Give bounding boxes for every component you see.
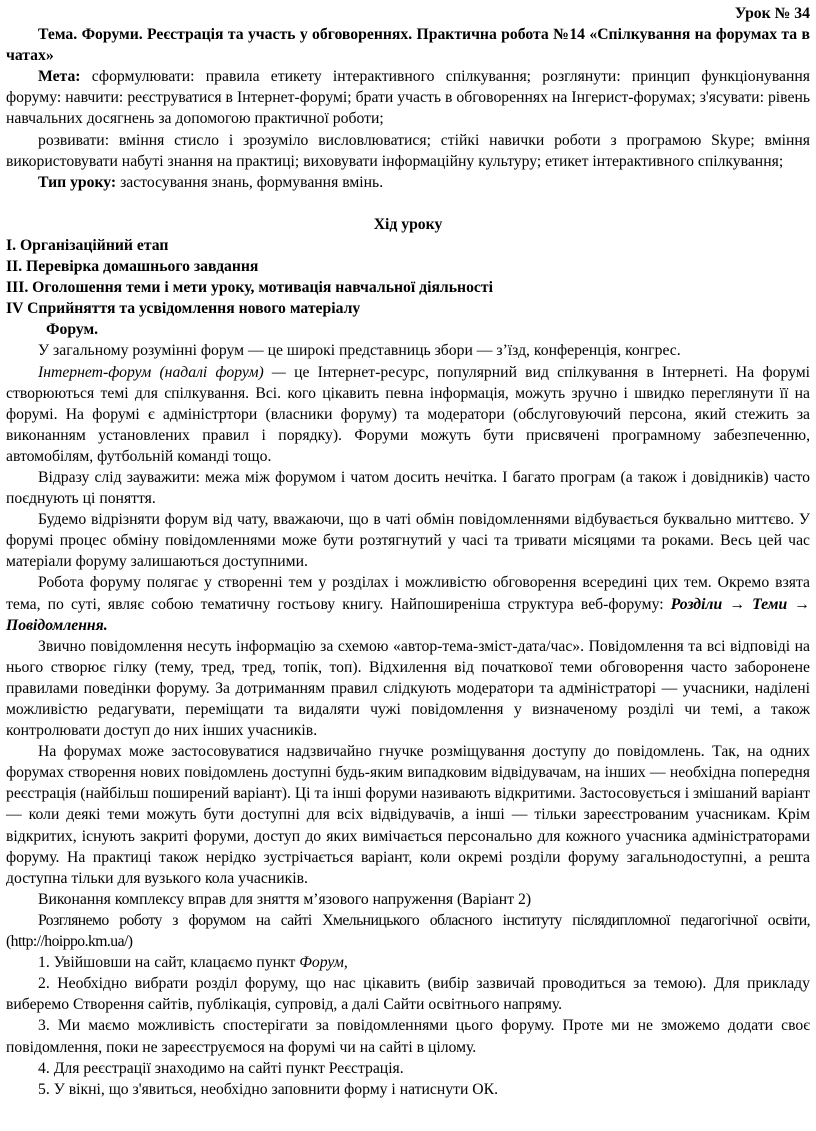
topic-label: Тема. [38, 26, 78, 44]
paragraph-4: Будемо відрізняти форум від чату, вважаючи, що в чаті обмін повідомленнями відбувається буквально миттєво. У форумі процес обміну повідомленнями може бути розтягнутий у часі та тривати місяцями та роками. Весь цей час матеріали форуму залишаються доступними. [6, 511, 810, 571]
paragraph-6: Звично повідомлення несуть інформацію за схемою «автор-тема-зміст-дата/час». Повідомлення та всі відповіді на нього створює гілку (тему, тред, тред, топік, топ). Відхилення від початкової теми обговорення часто заборонене правилами поведінки форуму. За дотриманням правил слідкують модератори та адміністраторі — учасники, наділені можливістю редагувати, переміщати та видаляти чужі повідомлення у визначеному розділі чи темі, а також контролювати доступ до них інших учасників. [6, 637, 810, 740]
goal-text: сформулювати: правила етикету інтерактивного спілкування; розглянути: принцип функціонування форуму: навчити: реєструватися в Інтернет-форумі; брати участь в обговореннях на Інгерист-форумах; з'ясувати: рівень навчальних досягнень за допомогою практичної роботи; [6, 68, 811, 128]
spacer [6, 193, 810, 214]
stage-1: І. Організаційний етап [6, 236, 169, 254]
paragraph-9: Розглянемо роботу з форумом на сайті Хмельницького обласного інституту післядипломної педагогічної освіти, (http://hoippo.km.ua/) [6, 911, 810, 951]
step-3: 3. Ми маємо можливість спостерігати за повідомленнями цього форуму. Проте ми не зможемо додати своє повідомлення, поки не зареєструємося на форумі чи на сайті в цілому. [6, 1017, 810, 1056]
lesson-type-label: Тип уроку: [38, 173, 117, 191]
goal [6, 66, 810, 129]
topic [6, 24, 810, 66]
paragraph-7: На форумах може застосовуватися надзвичайно гнучке розміщування доступу до повідомлень. Так, на одних форумах створення нових повідомлень доступні будь-яким випадковим відвідувачам, на інших — необхідна попередня реєстрація (найбільш поширений варіант). Ці та інші форуми називають відкритими. Застосовується і змішаний варіант — коли деякі теми можуть бути доступні для всіх відвідувачів, а інші — тільки зареєстрованим учасникам. Крім відкритих, існують закриті форуми, доступ до яких вимічається персонально для кожного учасника адміністраторами форуму. На практиці також нерідко зустрічається варіант, коли окремі розділи форуму загальнодоступні, а решта доступна тільки для вузького кола учасників. [6, 743, 810, 887]
topic-text: Форуми. Реєстрація та участь у обговореннях. Практична робота №14 «Спілкування на форумах та в чатах» [6, 26, 810, 65]
paragraph-3: Відразу слід зауважити: межа між форумом і чатом досить нечітка. І багато програм (а також і довідників) часто поєднують ці поняття. [6, 468, 810, 508]
paragraph-5 [6, 572, 810, 635]
lesson-type-text: застосування знань, формування вмінь. [120, 173, 384, 191]
lesson-type [6, 172, 810, 193]
paragraph-5-text: Робота форуму полягає у створенні тем у розділах і можливістю обговорення всередині цих тем. Окремо взята тема, по суті, являє собою тематичну гостьову книгу. Найпоширеніша структура веб-форуму: [6, 574, 810, 613]
paragraph-1: У загальному розумінні форум — це широкі представниць збори — з’їзд, конференція, конгрес. [38, 342, 681, 360]
forum-structure: Розділи → Теми → Повідомлення. [6, 595, 810, 634]
term-internet-forum: Інтернет-форум (надалі форум) — [38, 363, 286, 381]
stage-4: IV Сприйняття та усвідомлення нового матеріалу [6, 300, 361, 318]
step-2: 2. Необхідно вибрати розділ форуму, що нас цікавить (вибір зазвичай проводиться за темою). Для прикладу виберемо Створення сайтів, публікація, супровід, а далі Сайти освітнього напряму. [6, 975, 810, 1014]
section-title: Форум. [46, 321, 99, 339]
step-4: 4. Для реєстрації знаходимо на сайті пункт Реєстрація. [38, 1059, 404, 1077]
course-heading: Хід уроку [373, 215, 443, 233]
paragraph-2-rest: це Інтернет-ресурс, популярний вид спілкування в Інтернеті. На форумі створюються темі для спілкування. Всі. кого цікавить певна інформація, можуть зручно і швидко переглянути її на форумі. На форумі є адміністртори (власники форуму) та модератори (обслуговуючий персона, який стежить за виконанням установлених правил і порядку). Форуми можуть бути присвячені програмному забезпеченню, автомобілям, футбольній команді тощо. [6, 363, 811, 465]
paragraph-2 [6, 362, 810, 467]
lesson-number: Урок № 34 [734, 5, 810, 22]
goal-develop: розвивати: вміння стисло і зрозуміло висловлюватися; стійкі навички роботи з програмою Skype; вміння використовувати набуті знання на практиці; виховувати інформаційну культуру; етикет інтерактивного спілкування; [6, 131, 810, 170]
step-1-text: 1. Увійшовши на сайт, клацаємо пункт [38, 954, 296, 972]
step-1-forum: Форум, [299, 954, 348, 972]
paragraph-8: Виконання комплексу вправ для зняття м’язового напруження (Варіант 2) [38, 890, 532, 908]
step-5: 5. У вікні, що з'явиться, необхідно заповнити форму і натиснути ОК. [38, 1080, 498, 1098]
stage-2: ІІ. Перевірка домашнього завдання [6, 258, 259, 276]
goal-label: Мета: [38, 68, 81, 86]
stage-3: ІІІ. Оголошення теми і мети уроку, мотивація навчальної діяльності [6, 279, 493, 297]
step-1 [6, 952, 810, 973]
